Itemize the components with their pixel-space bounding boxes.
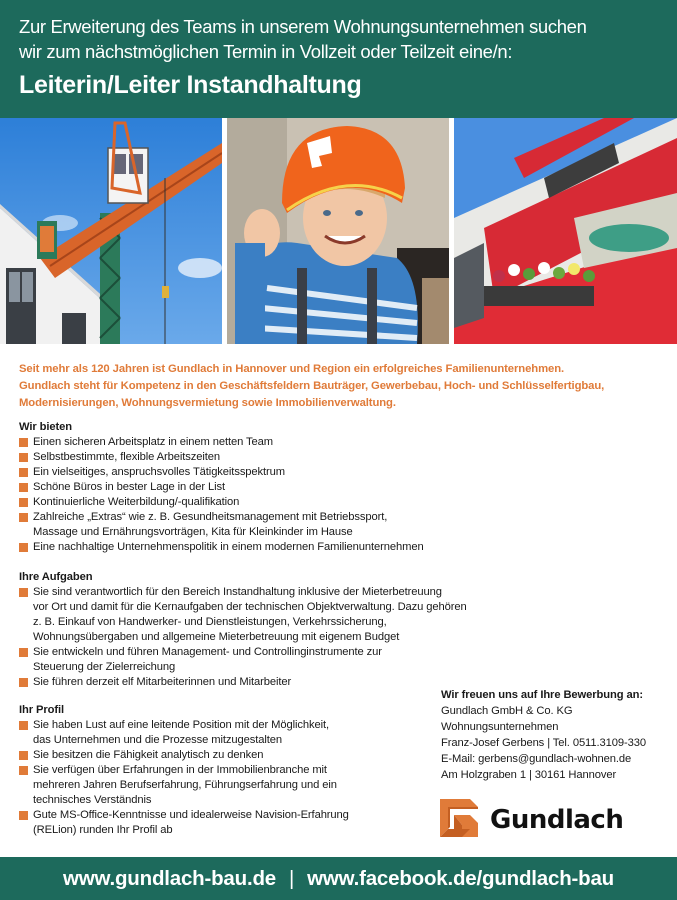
square-bullet-icon	[19, 678, 28, 687]
section-tasks	[19, 570, 479, 690]
square-bullet-icon	[19, 513, 28, 522]
contact-company: Gundlach GmbH & Co. KG	[441, 705, 573, 717]
square-bullet-icon	[19, 811, 28, 820]
list-item	[19, 748, 419, 763]
intro-line-2: wir zum nächstmöglichen Termin in Vollzeit oder Teilzeit eine/n:	[19, 41, 513, 62]
list-item-line: Steuerung der Zielerreichung	[33, 661, 176, 673]
list-item-line: technisches Verständnis	[33, 794, 152, 806]
section-profile	[19, 703, 419, 838]
list-item-line: das Unternehmen und die Prozesse mitzugestalten	[33, 734, 283, 746]
list-item-line: Selbstbestimmte, flexible Arbeitszeiten	[33, 451, 220, 463]
list-item-line: Sie besitzen die Fähigkeit analytisch zu denken	[33, 749, 264, 761]
intro-text	[19, 14, 658, 64]
list-item-line: Sie sind verantwortlich für den Bereich Instandhaltung inklusive der Mieterbetreuung	[33, 586, 442, 598]
logo-wordmark: Gundlach	[490, 805, 624, 835]
list-item	[19, 585, 479, 645]
child-with-hardhat-photo	[227, 118, 449, 344]
square-bullet-icon	[19, 588, 28, 597]
list-item	[19, 450, 469, 465]
square-bullet-icon	[19, 766, 28, 775]
website-link[interactable]: www.gundlach-bau.de	[63, 866, 276, 890]
list-item	[19, 540, 469, 555]
building-balcony-photo	[454, 118, 677, 344]
square-bullet-icon	[19, 438, 28, 447]
contact-heading: Wir freuen uns auf Ihre Bewerbung an:	[441, 689, 643, 701]
list-item-line: Massage und Ernährungsvorträgen, Kita für Kleinkinder im Hause	[33, 526, 353, 538]
list-item	[19, 645, 479, 675]
contact-email[interactable]: E-Mail: gerbens@gundlach-wohnen.de	[441, 753, 632, 765]
crane-photo	[0, 118, 222, 344]
square-bullet-icon	[19, 721, 28, 730]
list-item	[19, 465, 469, 480]
list-item-line: Einen sicheren Arbeitsplatz in einem netten Team	[33, 436, 274, 448]
list-item	[19, 675, 479, 690]
list-item-line: mehreren Jahren Berufserfahrung, Führungserfahrung und ein	[33, 779, 337, 791]
contact-person-phone: Franz-Josef Gerbens | Tel. 0511.3109-330	[441, 737, 646, 749]
job-title: Leiterin/Leiter Instandhaltung	[19, 71, 362, 99]
company-intro	[19, 361, 659, 412]
list-item-line: Wohnungsübergaben und allgemeine Mieterbetreuung mit eigenem Budget	[33, 631, 400, 643]
section-offer	[19, 420, 469, 555]
list-item-line: Kontinuierliche Weiterbildung/-qualifikation	[33, 496, 240, 508]
list-item	[19, 763, 419, 808]
list-item-line: Gute MS-Office-Kenntnisse und idealerweise Navision-Erfahrung	[33, 809, 349, 821]
square-bullet-icon	[19, 483, 28, 492]
header-banner	[0, 0, 677, 118]
list-item-line: Schöne Büros in bester Lage in der List	[33, 481, 226, 493]
list-item-line: Sie verfügen über Erfahrungen in der Immobilienbranche mit	[33, 764, 327, 776]
section-heading: Ihre Aufgaben	[19, 571, 93, 583]
company-intro-line-1: Seit mehr als 120 Jahren ist Gundlach in Hannover und Region ein erfolgreiches Familienunternehmen.	[19, 363, 565, 375]
list-item-line: z. B. Einkauf von Handwerker- und Dienstleistungen, Verkehrssicherung,	[33, 616, 387, 628]
contact-department: Wohnungsunternehmen	[441, 721, 559, 733]
list-item	[19, 510, 469, 540]
list-item-line: Sie entwickeln und führen Management- und Controllinginstrumente zur	[33, 646, 382, 658]
list-item	[19, 808, 419, 838]
list-item-line: Ein vielseitiges, anspruchsvolles Tätigkeitsspektrum	[33, 466, 286, 478]
square-bullet-icon	[19, 498, 28, 507]
square-bullet-icon	[19, 453, 28, 462]
contact-address: Am Holzgraben 1 | 30161 Hannover	[441, 769, 617, 781]
gundlach-logo	[440, 801, 623, 839]
list-item-line: (RELion) runden Ihr Profil ab	[33, 824, 173, 836]
section-heading: Wir bieten	[19, 421, 72, 433]
list-item	[19, 718, 419, 748]
offer-list	[19, 435, 469, 555]
list-item-line: Sie haben Lust auf eine leitende Position mit der Möglichkeit,	[33, 719, 330, 731]
contact-block	[441, 687, 646, 783]
company-intro-line-3: Modernisierungen, Wohnungsvermietung sowie Immobilienverwaltung.	[19, 397, 396, 409]
tasks-list	[19, 585, 479, 690]
square-bullet-icon	[19, 468, 28, 477]
list-item-line: Zahlreiche „Extras“ wie z. B. Gesundheitsmanagement mit Betriebssport,	[33, 511, 388, 523]
intro-line-1: Zur Erweiterung des Teams in unserem Wohnungsunternehmen suchen	[19, 16, 587, 37]
list-item-line: Eine nachhaltige Unternehmenspolitik in einem modernen Familienunternehmen	[33, 541, 424, 553]
facebook-link[interactable]: www.facebook.de/gundlach-bau	[307, 866, 614, 890]
footer-banner	[0, 857, 677, 900]
company-intro-line-2: Gundlach steht für Kompetenz in den Geschäftsfeldern Bauträger, Gewerbebau, Hoch- und Schlüsselfertigbau,	[19, 380, 605, 392]
footer-separator: |	[288, 866, 295, 890]
gundlach-g-logo-icon	[440, 799, 478, 842]
square-bullet-icon	[19, 543, 28, 552]
square-bullet-icon	[19, 648, 28, 657]
list-item-line: Sie führen derzeit elf Mitarbeiterinnen und Mitarbeiter	[33, 676, 292, 688]
list-item	[19, 480, 469, 495]
square-bullet-icon	[19, 751, 28, 760]
list-item-line: vor Ort und damit für die Kernaufgaben der technischen Objektverwaltung. Dazu gehören	[33, 601, 467, 613]
list-item	[19, 435, 469, 450]
photo-strip	[0, 118, 677, 344]
list-item	[19, 495, 469, 510]
profile-list	[19, 718, 419, 838]
section-heading: Ihr Profil	[19, 704, 64, 716]
